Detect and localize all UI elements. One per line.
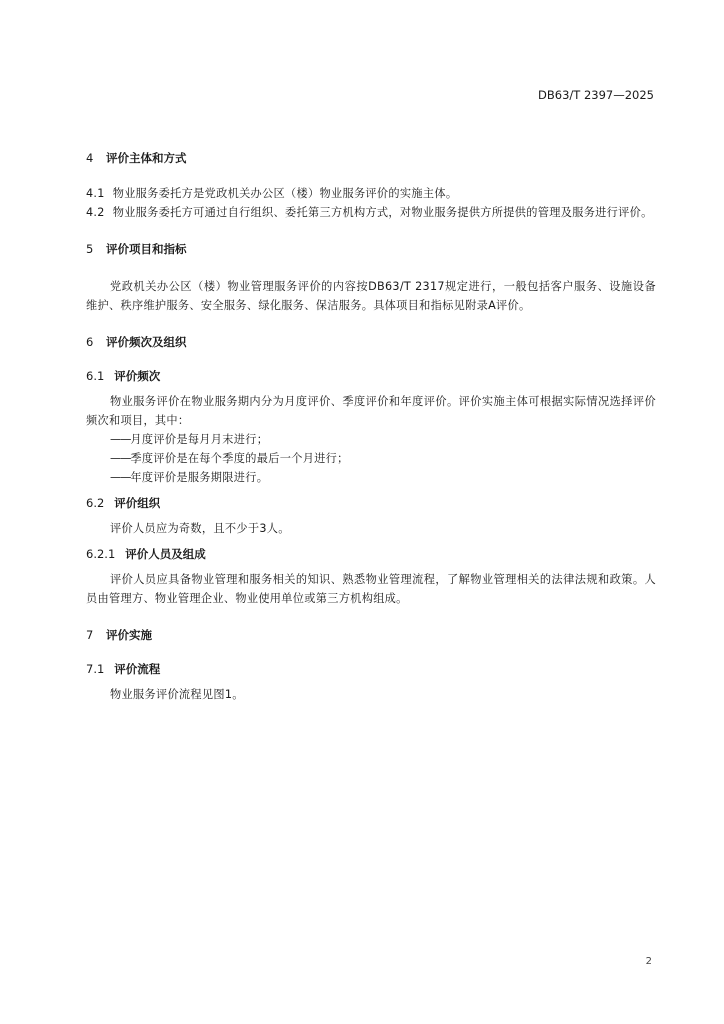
section-6-2-heading [86,495,656,511]
section-7-1-paragraph: 物业服务评价流程见图1。 [110,688,244,701]
list-dash: —— [110,452,131,465]
chapter-6-heading [86,334,656,350]
section-6-2-paragraph: 评价人员应为奇数，且不少于3人。 [110,522,290,535]
chapter-number: 4 [86,151,94,165]
list-item [86,468,656,487]
section-6-1-heading [86,368,656,384]
section-title: 评价频次 [114,369,161,383]
clause-4-2 [86,203,656,222]
list-dash: —— [110,433,131,446]
page-number: 2 [645,956,652,967]
list-item-text: 月度评价是每月月末进行； [130,433,269,446]
chapter-5-heading [86,241,656,257]
section-6-2-1-heading [86,546,656,562]
list-item [86,449,656,468]
section-number: 6.2.1 [86,547,116,561]
clause-4-1 [86,184,656,203]
chapter-4-heading [86,150,656,166]
list-item-text: 年度评价是服务期限进行。 [130,471,269,484]
section-number: 7.1 [86,662,105,676]
clause-number: 4.2 [86,206,105,219]
section-6-2-1-paragraph: 评价人员应具备物业管理和服务相关的知识、熟悉物业管理流程，了解物业管理相关的法律法规和政策。人员由管理方、物业管理企业、物业使用单位或第三方机构组成。 [86,573,656,605]
chapter-title: 评价项目和指标 [106,242,187,256]
chapter-number: 7 [86,628,94,642]
section-6-1-paragraph: 物业服务评价在物业服务期内分为月度评价、季度评价和年度评价。评价实施主体可根据实际情况选择评价频次和项目，其中： [86,395,656,427]
list-item-text: 季度评价是在每个季度的最后一个月进行； [130,452,349,465]
chapter-title: 评价实施 [106,628,152,642]
chapter-number: 5 [86,242,94,256]
standard-code: DB63/T 2397—2025 [538,88,654,102]
section-number: 6.1 [86,369,105,383]
chapter-title: 评价频次及组织 [106,335,187,349]
chapter-7-heading [86,627,656,643]
section-title: 评价组织 [114,496,161,510]
clause-text: 物业服务委托方可通过自行组织、委托第三方机构方式，对物业服务提供方所提供的管理及服务进行评价。 [112,206,653,219]
clause-text: 物业服务委托方是党政机关办公区（楼）物业服务评价的实施主体。 [112,187,458,200]
chapter-5-paragraph: 党政机关办公区（楼）物业管理服务评价的内容按DB63/T 2317规定进行，一般包括客户服务、设施设备维护、秩序维护服务、安全服务、绿化服务、保洁服务。具体项目和指标见附录A评价。 [86,280,656,312]
section-number: 6.2 [86,496,105,510]
clause-number: 4.1 [86,187,105,200]
section-title: 评价人员及组成 [125,547,206,561]
list-item [86,430,656,449]
chapter-number: 6 [86,335,94,349]
chapter-title: 评价主体和方式 [106,151,187,165]
list-dash: —— [110,471,131,484]
section-title: 评价流程 [114,662,161,676]
section-7-1-heading [86,661,656,677]
document-body [86,150,656,704]
